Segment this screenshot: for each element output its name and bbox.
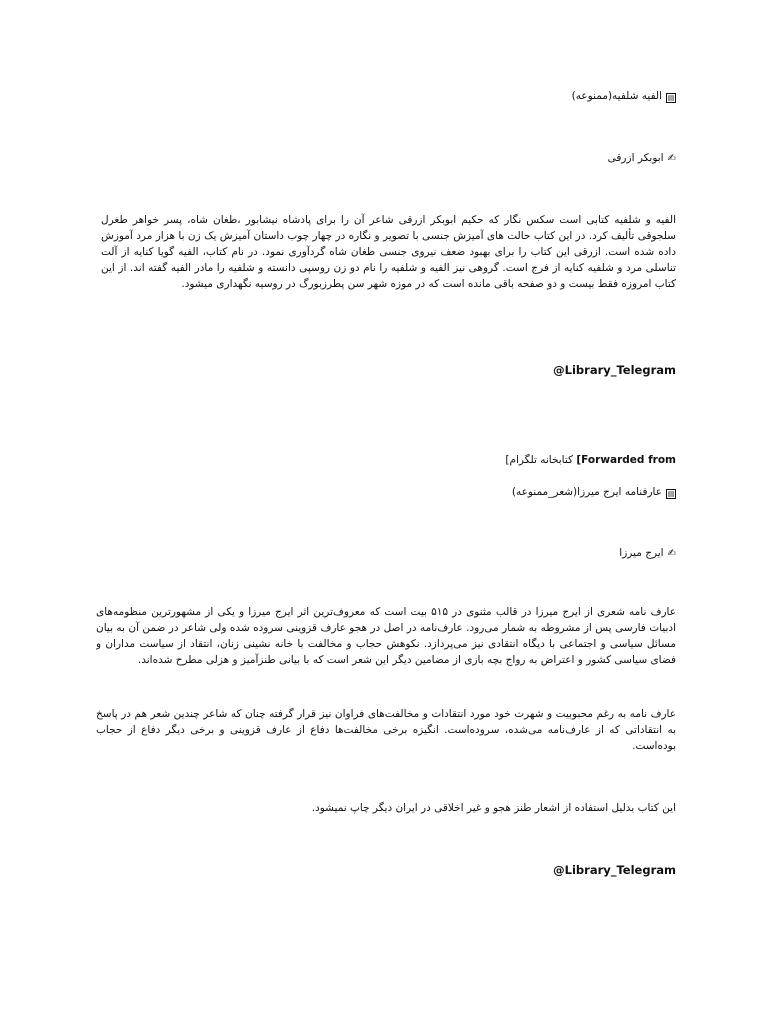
post1-author-line [96, 150, 676, 167]
post2-channel-tag[interactable]: @Library_Telegram [553, 863, 676, 877]
post1-channel-tag[interactable]: @Library_Telegram [553, 363, 676, 377]
forwarded-source[interactable]: کتابخانه تلگرام] [505, 454, 574, 466]
post2-title-line [96, 484, 676, 500]
post2-note: این کتاب بدلیل استفاده از اشعار طنز هجو و غیر اخلاقی در ایران دیگر چاپ نمیشود. [311, 802, 676, 814]
post2-author: ایرج میرزا [619, 547, 664, 559]
post1-title: الفیه شلفیه(ممنوعه) [571, 90, 662, 102]
forwarded-label: [Forwarded from [576, 454, 676, 466]
post2-title: عارفنامه ایرج میرزا(شعر_ممنوعه) [511, 486, 662, 498]
post1-paragraph: الفیه و شلفیه کتابی است سکس نگار که حکیم ابوبکر ازرقی شاعر آن را برای پادشاه نیشابور ،طغان شاه، پسر خواهر طغرل سلجوقی تألیف کرد. در این کتاب حالت های آمیزش جنسی با تصویر و نگاره در چهار چوب داستان آمیزش یک زن با هزار مرد آموزش داده شده است. ازرقی این کتاب را برای بهبود ضعف نیروی جنسی طغان شاه گردآوری نمود. در نام کتاب، الفیه گویا کنایه از آلت تناسلی مرد و شلفیه کنایه از فرج است. گروهی نیز الفیه و شلفیه را نام دو زن روسپی دانسته و شلفیه را مادر الفیه گفته اند. از این کتاب امروزه فقط بیست و دو صفحه باقی مانده است که در موزه شهر سن پطرزبورگ در روسیه نگهداری میشود. [101, 214, 676, 290]
pen-icon: ✍ [667, 153, 676, 164]
post2-paragraph1: عارف نامه شعری از ایرج میرزا در قالب مثنوی در ۵۱۵ بیت است که معروف‌ترین اثر ایرج میرزا و یکی از مشهورترین منظومه‌های ادبیات فارسی پس از مشروطه به شمار می‌رود. عارف‌نامه در اصل در هجو عارف قزوینی سروده شده ولی شاعر در ضمن آن به بیان مسائل سیاسی و اجتماعی با دیگاه انتقادی نیز می‌پردازد. نکوهش حجاب و مخالفت با خانه نشینی زنان، انتقاد از سیاست مداران و فضای سیاسی کشور و اعتراض به رواج بچه بازی از مضامین دیگر این شعر است که با بیانی طنزآمیز و هزلی مطرح شده‌اند. [96, 606, 676, 666]
post2-author-line [96, 545, 676, 562]
pen-icon: ✍ [667, 548, 676, 559]
post1-title-line [96, 88, 676, 104]
forwarded-line [96, 452, 676, 468]
book-icon: ▤ [667, 94, 675, 102]
post1-author: ابوبکر ازرقی [607, 152, 664, 164]
post2-paragraph2: عارف نامه به رغم محبوبیت و شهرت خود مورد انتقادات و مخالفت‌های فراوان نیز قرار گرفته چنان که شاعر چندین شعر هم در پاسخ به انتقاداتی که از عارف‌نامه می‌شده، سروده‌است. انگیزه برخی مخالفت‌ها دفاع از عارف قزوینی و برخی دیگر دفاع از حجاب بوده‌است. [96, 708, 676, 752]
book-icon: ▤ [667, 490, 675, 498]
